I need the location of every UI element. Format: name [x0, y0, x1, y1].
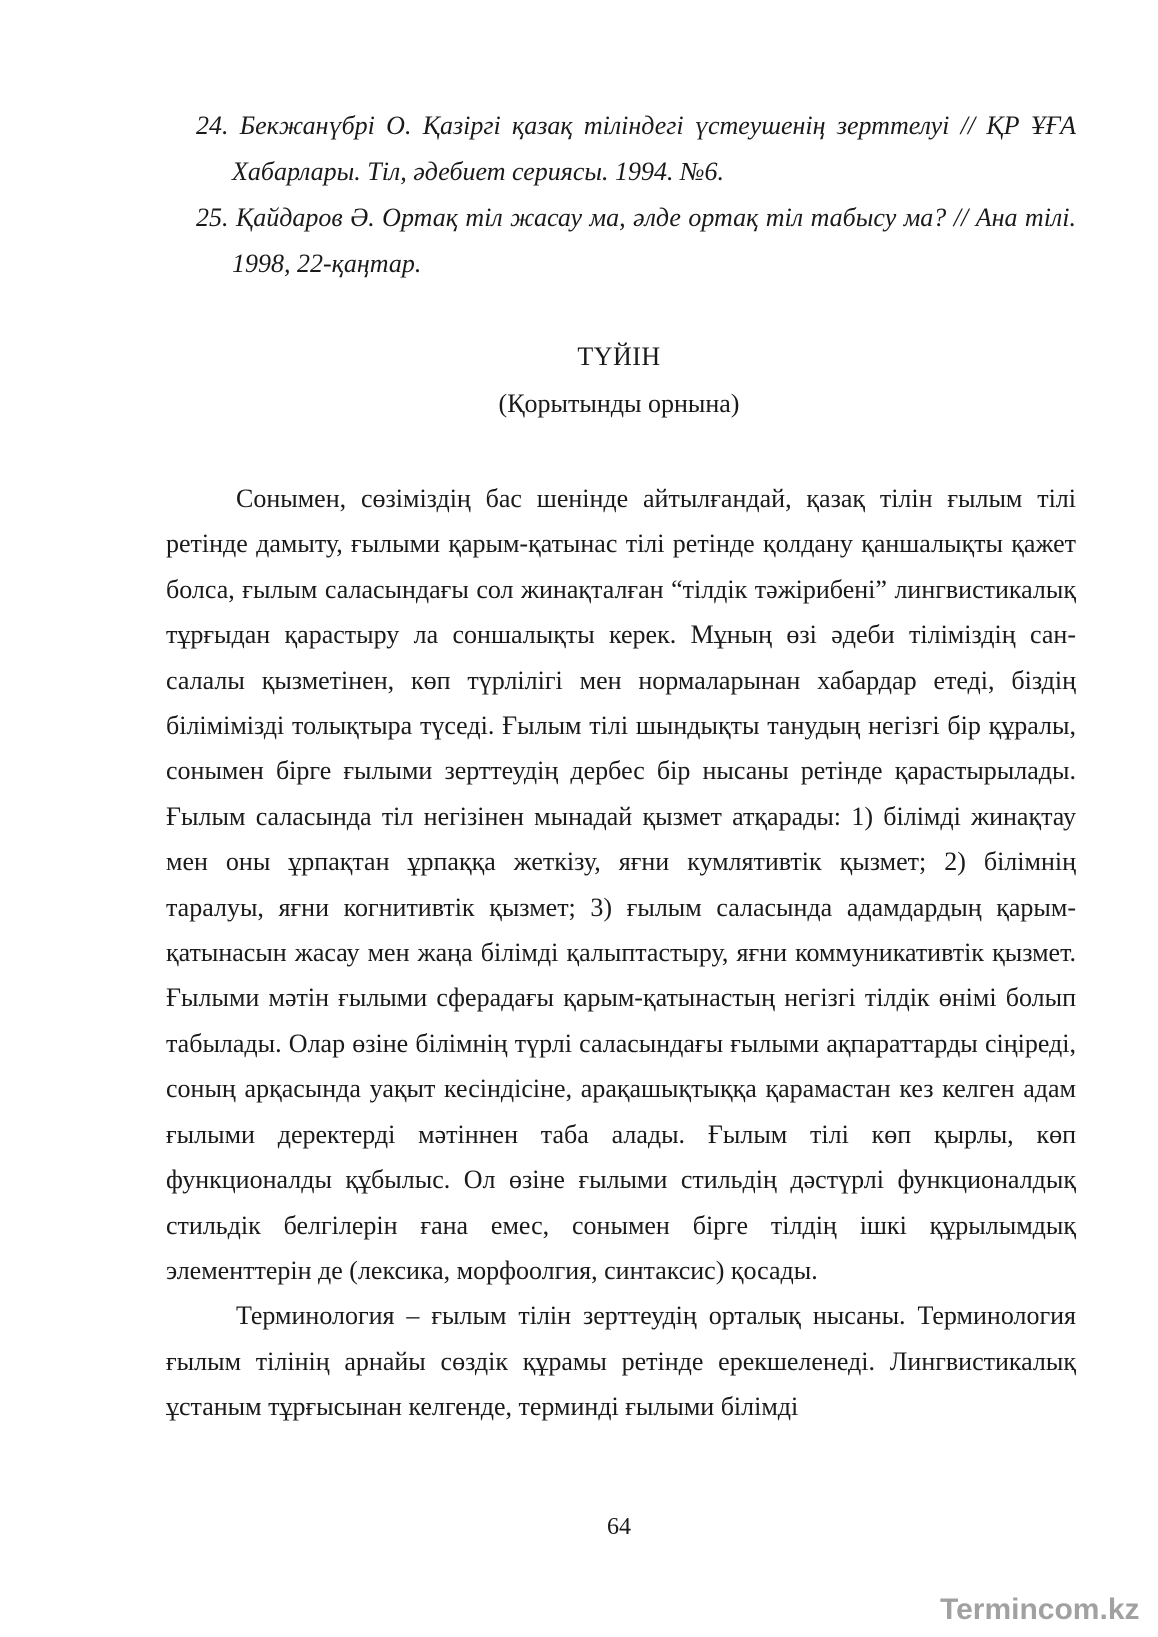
body-text: [166, 476, 1076, 1430]
site-watermark-logo: [940, 1588, 1140, 1628]
page-number: 64: [607, 1514, 631, 1540]
body-paragraph: Терминология – ғылым тілін зерттеудің орталық нысаны. Терминология ғылым тілінің арнайы сөздік құрамы ретінде ерекшеленеді. Лингвистикалық ұстаным тұрғысынан келгенде, терминді ғылыми білімді: [166, 1301, 1076, 1422]
section-subtitle: (Қорытынды орнына): [498, 389, 740, 418]
body-paragraph: Сонымен, сөзіміздің бас шенінде айтылғандай, қазақ тілін ғылым тілі ретінде дамыту, ғылыми қарым-қатынас тілі ретінде қолдану қаншалықты қажет болса, ғылым саласындағы сол жинақталған “тілдік тәжірибені” лингвистикалық тұрғыдан қарастыру ла соншалықты керек. Мұның өзі әдеби тіліміздің сан-салалы қызметінен, көп түрлілігі мен нормаларынан хабардар етеді, біздің білімімізді толықтыра түседі. Ғылым тілі шындықты танудың негізгі бір құралы, сонымен бірге ғылыми зерттеудің дербес бір нысаны ретінде қарастырылады. Ғылым саласында тіл негізінен мынадай қызмет атқарады: 1) білімді жинақтау мен оны ұрпақтан ұрпаққа жеткізу, яғни кумлятивтік қызмет; 2) білімнің таралуы, яғни когнитивтік қызмет; 3) ғылым саласында адамдардың қарым-қатынасын жасау мен жаңа білімді қалыптастыру, яғни коммуникативтік қызмет. Ғылыми мәтін ғылыми сферадағы қарым-қатынастың негізгі тілдік өнімі болып табылады. Олар өзіне білімнің түрлі саласындағы ғылыми ақпараттарды сіңіреді, соның арқасында уақыт кесіндісіне, арақашықтыққа қарамастан кез келген адам ғылыми деректерді мәтіннен таба алады. Ғылым тілі көп қырлы, көп функционалды құбылыс. Ол өзіне ғылыми стильдің дәстүрлі функционалдық стильдік белгілерін ғана емес, сонымен бірге тілдің ішкі құрылымдық элементтерін де (лексика, морфоолгия, синтаксис) қосады.: [166, 484, 1076, 1285]
reference-list: [196, 103, 1076, 287]
watermark-text: Termincom.kz: [940, 1593, 1140, 1626]
section-title: ТҮЙІН: [577, 342, 661, 371]
reference-item: 24. Бекжанүбрі О. Қазіргі қазақ тіліндегі үстеушенің зерттелуі // ҚР ҰҒА Хабарлары. Тіл, әдебиет сериясы. 1994. №6.: [196, 111, 1076, 186]
reference-item: 25. Қайдаров Ә. Ортақ тіл жасау ма, әлде ортақ тіл табысу ма? // Ана тілі. 1998, 22-қаңтар.: [196, 203, 1076, 278]
